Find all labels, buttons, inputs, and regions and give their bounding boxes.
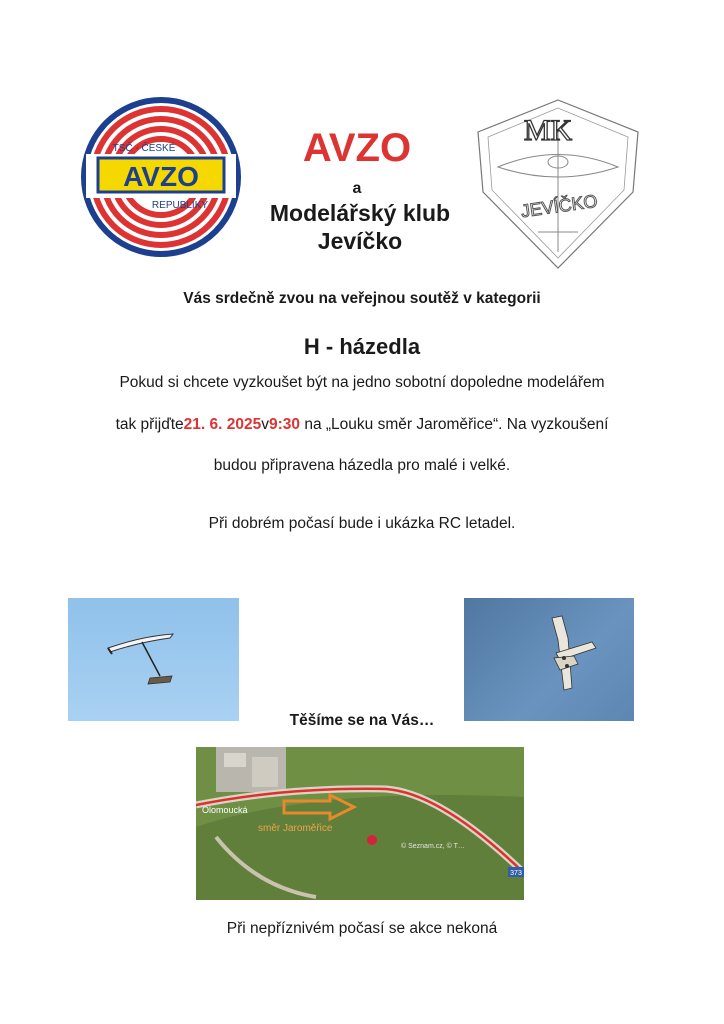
map-road-number: 373 — [510, 870, 522, 877]
avzo-logo-top-text: TSČ - ČESKÉ — [112, 143, 176, 154]
invitation-line2 — [0, 416, 724, 434]
line2-after: na „Louku směr Jaroměřice“. Na vyzkoušení — [300, 416, 609, 433]
map-graphic — [196, 747, 524, 900]
title-connector: a — [352, 180, 362, 197]
location-dot-icon — [367, 835, 377, 845]
map-direction-label: směr Jaroměřice — [258, 823, 333, 834]
glider-icon — [68, 598, 239, 721]
club-name-line1: Modelářský klub — [269, 200, 451, 226]
invitation-intro: Vás srdečně zvou na veřejnou soutěž v kategorii — [183, 290, 541, 307]
mk-logo-letters: MK — [523, 114, 573, 147]
event-time: 9:30 — [269, 416, 301, 433]
avzo-logo-center-text: AVZO — [123, 161, 199, 192]
greeting: Těšíme se na Vás… — [289, 712, 435, 729]
plane-icon — [464, 598, 634, 721]
competition-category: H - házedla — [303, 334, 421, 359]
line2-in: v — [261, 416, 269, 433]
map-copyright: © Seznam.cz, © T… — [401, 843, 465, 850]
event-date: 21. 6. 2025 — [183, 416, 262, 433]
line2-before: tak přijďte — [115, 416, 184, 433]
map-street-label: Olomoucká — [202, 805, 248, 815]
location-map — [196, 747, 524, 900]
invitation-line1: Pokud si chcete vyzkoušet být na jedno sobotní dopoledne modelářem — [119, 374, 605, 391]
org-title: AVZO — [302, 126, 412, 170]
avzo-logo — [80, 96, 242, 258]
avzo-logo-bottom-text: REPUBLIKY — [151, 200, 209, 211]
invitation-line3: budou připravena házedla pro malé i velké. — [213, 457, 511, 474]
mk-logo-ring-text: JEVÍČKO — [519, 190, 599, 222]
rc-plane-photo — [464, 598, 634, 721]
mk-jevicko-logo — [468, 92, 648, 272]
weather-notice: Při nepříznivém počasí se akce nekoná — [226, 920, 498, 937]
club-name — [230, 199, 490, 255]
club-name-line2: Jevíčko — [317, 228, 403, 254]
invitation-line4: Při dobrém počasí bude i ukázka RC letadel. — [208, 515, 516, 532]
glider-photo — [68, 598, 239, 721]
